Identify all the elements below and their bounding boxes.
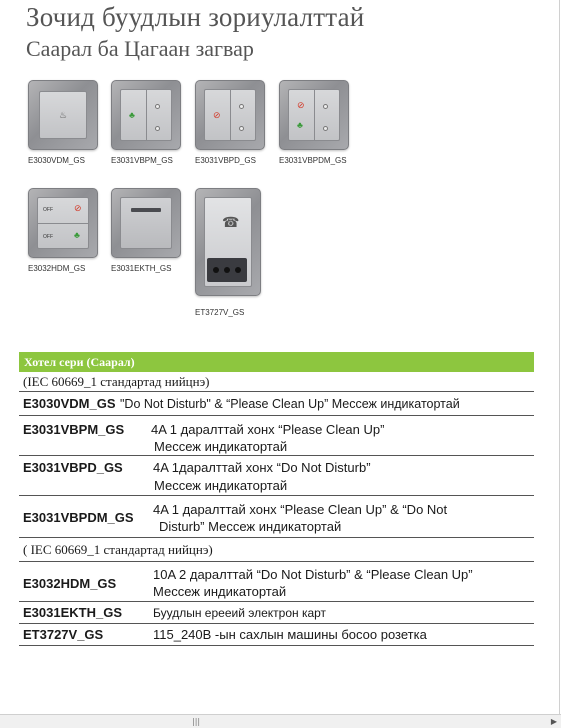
standard-note: ( IEC 60669_1 стандартад нийцнэ) [19, 538, 534, 562]
product-image [28, 188, 98, 258]
description-cell-line2: Мессеж индикатортай [154, 478, 288, 493]
product-code-cell: E3032HDM_GS [23, 576, 117, 591]
do-not-disturb-icon: ⊘ [297, 100, 305, 110]
table-row [19, 416, 534, 456]
product-image [111, 80, 181, 150]
product-code: E3030VDM_GS [28, 156, 85, 165]
product-image [195, 188, 261, 296]
bell-icon [323, 104, 328, 109]
bell-icon [155, 104, 160, 109]
description-cell: 4A 1 даралттай хонх “Please Clean Up” [151, 422, 385, 437]
product-code-cell: E3031EKTH_GS [23, 605, 122, 620]
product-code: E3031VBPDM_GS [279, 156, 347, 165]
description-cell: 10A 2 даралттай “Do Not Disturb” & “Please Clean Up” [153, 567, 473, 582]
description-cell: Буудлын ерееий электрон карт [153, 606, 327, 620]
description-cell-line2: Disturb” Мессеж индикатортай [159, 519, 342, 534]
product-image [111, 188, 181, 258]
horizontal-scrollbar[interactable] [0, 714, 561, 728]
standard-note: (IEC 60669_1 стандартад нийцнэ) [19, 372, 534, 392]
product-code: E3031VBPM_GS [111, 156, 173, 165]
product-code-cell: E3030VDM_GS [23, 396, 116, 411]
indicator-icon [239, 126, 244, 131]
page-edge [559, 0, 560, 714]
product-e3031vbpm [111, 80, 181, 165]
off-label: OFF [43, 234, 53, 240]
description-cell-line2: Мессеж индикатортай [153, 584, 287, 599]
socket [207, 258, 247, 282]
table-row [19, 602, 534, 624]
product-e3031ekth [111, 188, 181, 273]
table-row [19, 624, 534, 646]
table-row [19, 496, 534, 538]
product-code: E3032HDM_GS [28, 264, 86, 273]
product-image [28, 80, 98, 150]
product-e3032hdm [28, 188, 98, 273]
indicator-icon [155, 126, 160, 131]
description-cell-line2: Мессеж индикатортай [154, 439, 288, 454]
product-e3031vbpdm [279, 80, 349, 165]
product-table [19, 352, 534, 646]
product-code-cell: E3031VBPD_GS [23, 460, 123, 475]
page-title: Зочид буудлын зориулалттай [26, 2, 365, 32]
bell-icon [239, 104, 244, 109]
description-cell: 115_240В -ын сахлын машины босоо розетка [153, 627, 427, 642]
clean-up-icon: ♣ [129, 110, 135, 120]
shaver-icon: ☎ [222, 214, 240, 230]
product-e3031vbpd [195, 80, 265, 165]
product-image [279, 80, 349, 150]
clean-up-icon: ♣ [74, 230, 80, 240]
table-row [19, 456, 534, 496]
product-code-cell: ET3727V_GS [23, 627, 104, 642]
description-cell: 4A 1 даралттай хонх “Please Clean Up” & “Do Not [153, 502, 448, 517]
product-et3727v [195, 188, 261, 317]
product-code: E3031VBPD_GS [195, 156, 256, 165]
table-row [19, 392, 534, 416]
product-code: E3031EKTH_GS [111, 264, 172, 273]
product-code: ET3727V_GS [195, 308, 245, 317]
clean-up-icon: ♣ [297, 120, 303, 130]
do-not-disturb-icon: ⊘ [213, 110, 221, 120]
scroll-thumb[interactable]: ||| [192, 717, 201, 726]
off-label: OFF [43, 207, 53, 213]
indicator-icon [323, 126, 328, 131]
product-code-cell: E3031VBPDM_GS [23, 510, 134, 525]
description-cell: "Do Not Disturb" & “Please Clean Up” Мессеж индикатортай [120, 397, 460, 411]
description-cell: 4A 1даралттай хонх “Do Not Disturb” [153, 460, 371, 475]
table-row [19, 562, 534, 602]
dnd-icon: ♨ [59, 110, 68, 120]
product-image [195, 80, 265, 150]
table-header: Хотел сери (Саарал) [19, 352, 534, 372]
card-slot [131, 208, 161, 212]
scroll-right-arrow-icon[interactable]: ▶ [550, 717, 557, 726]
do-not-disturb-icon: ⊘ [74, 203, 82, 213]
page-subtitle: Саарал ба Цагаан загвар [26, 36, 254, 61]
product-code-cell: E3031VBPM_GS [23, 422, 125, 437]
product-e3030vdm [28, 80, 98, 165]
